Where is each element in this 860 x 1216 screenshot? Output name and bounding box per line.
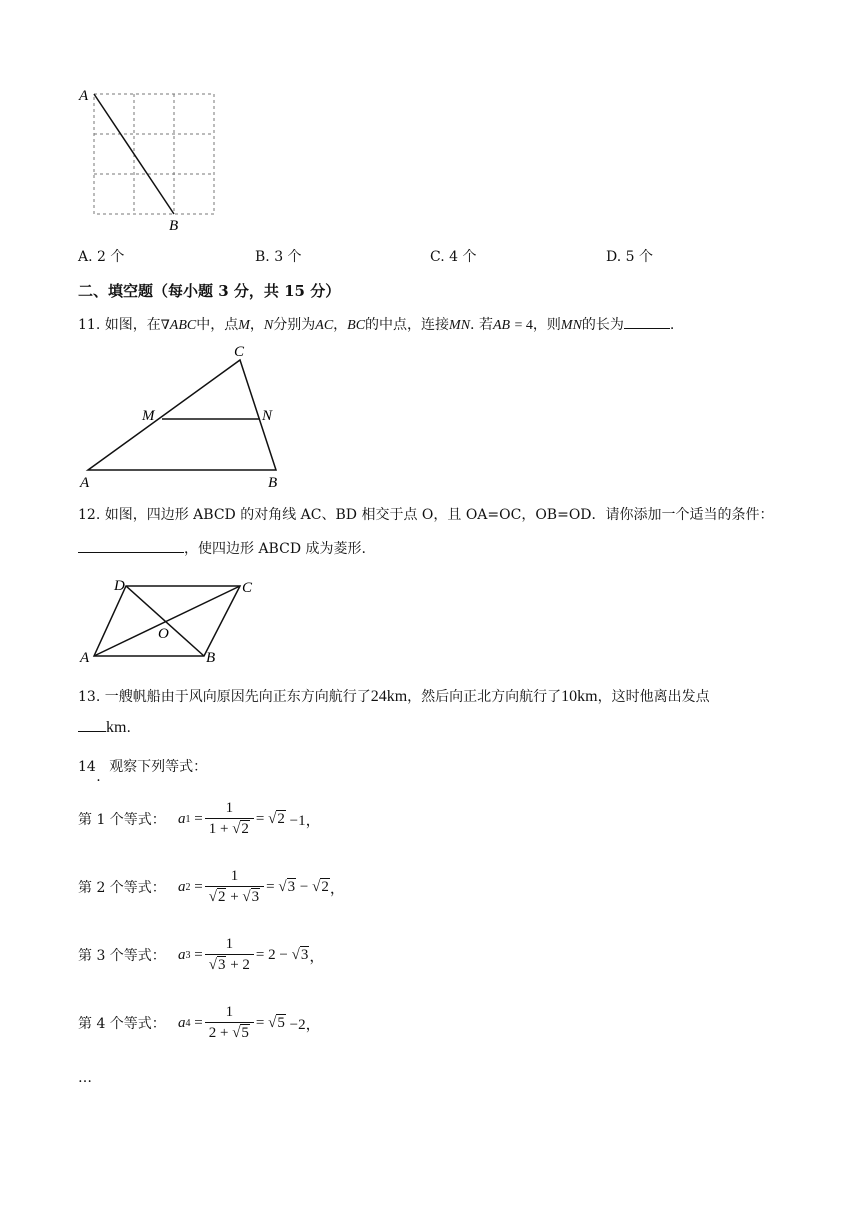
equation-1-lead: 第 1 个等式： xyxy=(78,812,166,828)
fig12-label-c: C xyxy=(242,580,253,596)
q13-text-3: ，这时他离出发点 xyxy=(597,689,710,705)
eq2-sub: 2 xyxy=(185,881,191,893)
q12-line-2-text: ，使四边形 ABCD 成为菱形. xyxy=(184,541,366,557)
q11-abc: ABC xyxy=(169,318,197,333)
section-title: 二、填空题（每小题 3 分，共 15 分） xyxy=(78,282,341,300)
eq2-radicand-1: 3 xyxy=(287,878,296,895)
q11-bc: BC xyxy=(347,318,366,333)
eq3-r-pre: = 2 − xyxy=(255,946,288,963)
fig11-label-m: M xyxy=(142,408,155,424)
eq3-den-radicand: 3 xyxy=(217,957,226,973)
figure-q12-quadrilateral xyxy=(76,574,266,670)
eq1-a: a xyxy=(178,810,186,827)
q11-mn: MN xyxy=(449,318,471,333)
eq4-numerator: 1 xyxy=(225,1004,234,1020)
q11-text-3: 分别为 xyxy=(273,317,316,333)
eq4-r-mid: −2， xyxy=(289,1016,321,1033)
q11-mn-2: MN xyxy=(560,318,582,333)
eq1-r-pre: = xyxy=(255,810,265,827)
eq3-a: a xyxy=(178,946,186,963)
eq3-sub: 3 xyxy=(185,949,191,961)
eq3-radicand: 3 xyxy=(300,946,309,963)
q11-triangle-symbol: ∇ xyxy=(160,318,170,333)
option-d: D. 5 个 xyxy=(606,249,653,265)
eq1-den-radicand: 2 xyxy=(241,821,249,837)
eq4-radicand: 5 xyxy=(277,1014,285,1031)
q11-text-5: . 若 xyxy=(470,317,493,333)
eq2-den-mid: + xyxy=(230,889,239,905)
eq4-fraction: $\frac{1}{2 + √5}$ xyxy=(205,1004,254,1042)
option-b: B. 3 个 xyxy=(255,249,302,265)
eq2-fraction: $\frac{1}{√2 + √3}$ xyxy=(205,868,264,906)
fig11-label-b: B xyxy=(268,475,278,490)
q13-text-1: 13. 一艘帆船由于风向原因先向正东方向航行了 xyxy=(78,689,371,705)
q11-number: 11. xyxy=(78,317,101,333)
q11-ab: AB xyxy=(492,318,511,333)
figure-q11-triangle xyxy=(76,340,296,490)
q11-text-4: 的中点，连接 xyxy=(365,317,450,333)
eq2-den-radicand-1: 2 xyxy=(217,889,226,905)
equation-2-lead: 第 2 个等式： xyxy=(78,880,166,896)
eq1-sub: 1 xyxy=(185,813,191,825)
q14-text: 观察下列等式： xyxy=(109,759,208,775)
eq2-den-radicand-2: 3 xyxy=(251,889,260,905)
q13-end: . xyxy=(126,720,131,736)
question-13-line-2 xyxy=(78,719,131,737)
q13-unit: km xyxy=(106,719,127,736)
q14-dot: . xyxy=(96,769,101,785)
question-11 xyxy=(78,314,674,334)
q11-text-2: 中，点 xyxy=(196,317,239,333)
point-label-b: B xyxy=(169,218,179,234)
eq2-r-pre: = xyxy=(266,878,275,895)
q11-end: . xyxy=(669,317,675,333)
option-a: A. 2 个 xyxy=(78,249,125,265)
fig12-label-d: D xyxy=(114,578,125,594)
eq2-numerator: 1 xyxy=(230,868,239,884)
eq4-r-pre: = xyxy=(255,1014,265,1031)
q11-ac: AC xyxy=(315,318,334,333)
eq3-r-mid: ， xyxy=(309,948,325,965)
eq3-fraction: $\frac{1}{√3 + 2}$ xyxy=(205,936,254,974)
eq1-r-mid: −1， xyxy=(289,812,321,829)
eq3-numerator: 1 xyxy=(225,936,234,952)
equation-3-lead: 第 3 个等式： xyxy=(78,948,166,964)
q11-text-1: 如图，在 xyxy=(104,317,161,333)
equation-2: 第 2 个等式： a 2 = $\frac{1}{√2 + √3}$ = √ 3 − √ 2 ， xyxy=(78,868,345,905)
q11-text-6: ，则 xyxy=(532,317,561,333)
fig12-label-b: B xyxy=(206,650,216,666)
fig11-label-n: N xyxy=(262,408,273,424)
q11-answer-blank[interactable] xyxy=(624,328,670,329)
q11-comma-2: ， xyxy=(333,317,348,333)
equation-4: 第 4 个等式： a 4 = $\frac{1}{2 + √5}$ = √ 5 −2， xyxy=(78,1004,321,1041)
q13-answer-blank[interactable] xyxy=(78,731,106,732)
eq3-den-mid: + 2 xyxy=(230,957,250,973)
eq2-r-mid: − xyxy=(299,878,309,895)
q13-value-1: 24km xyxy=(370,688,408,705)
fig12-label-a: A xyxy=(80,650,90,666)
q11-eq: = 4 xyxy=(514,318,533,333)
equation-3: 第 3 个等式： a 3 = $\frac{1}{√3 + 2}$ = 2 − √ 3 ， xyxy=(78,936,325,973)
q13-text-2: ，然后向正北方向航行了 xyxy=(407,689,562,705)
point-label-a: A xyxy=(79,88,89,104)
q14-number: 14 xyxy=(78,759,96,775)
option-c: C. 4 个 xyxy=(430,249,477,265)
eq4-a: a xyxy=(178,1014,186,1031)
eq2-radicand-2: 2 xyxy=(321,878,329,895)
eq1-fraction: $\frac{1}{1 + √2}$ xyxy=(205,800,254,838)
eq4-sub: 4 xyxy=(185,1017,191,1029)
fig12-label-o: O xyxy=(158,626,169,642)
eq4-den-pre: 2 + xyxy=(208,1025,229,1041)
question-12-line-1: 12. 如图，四边形 ABCD 的对角线 AC、BD 相交于点 O，且 OA=OC，OB=OD．请你添加一个适当的条件： xyxy=(78,507,774,523)
eq2-r-post: ， xyxy=(329,880,345,897)
fig11-label-a: A xyxy=(80,475,90,490)
eq4-den-radicand: 5 xyxy=(241,1025,249,1041)
q12-answer-blank[interactable] xyxy=(78,552,184,553)
question-14 xyxy=(78,756,208,785)
question-12-line-2 xyxy=(78,538,366,558)
fig11-label-c: C xyxy=(234,344,245,360)
q11-m: M xyxy=(238,318,250,333)
equation-1: 第 1 个等式： a 1 = $\frac{1}{1 + √2}$ = √ 2 −1， xyxy=(78,800,321,837)
eq1-radicand: 2 xyxy=(277,810,285,827)
equation-4-lead: 第 4 个等式： xyxy=(78,1016,166,1032)
question-13-line-1 xyxy=(78,686,710,706)
q13-value-2: 10km xyxy=(561,688,598,705)
eq2-a: a xyxy=(178,878,186,895)
q11-comma-1: ， xyxy=(249,317,264,333)
q11-n: N xyxy=(263,318,274,333)
eq1-numerator: 1 xyxy=(225,800,234,816)
eq1-den-pre: 1 + xyxy=(208,821,229,837)
q11-text-7: 的长为 xyxy=(581,317,624,333)
figure-q10-grid xyxy=(70,84,230,234)
ellipsis: … xyxy=(78,1070,92,1086)
